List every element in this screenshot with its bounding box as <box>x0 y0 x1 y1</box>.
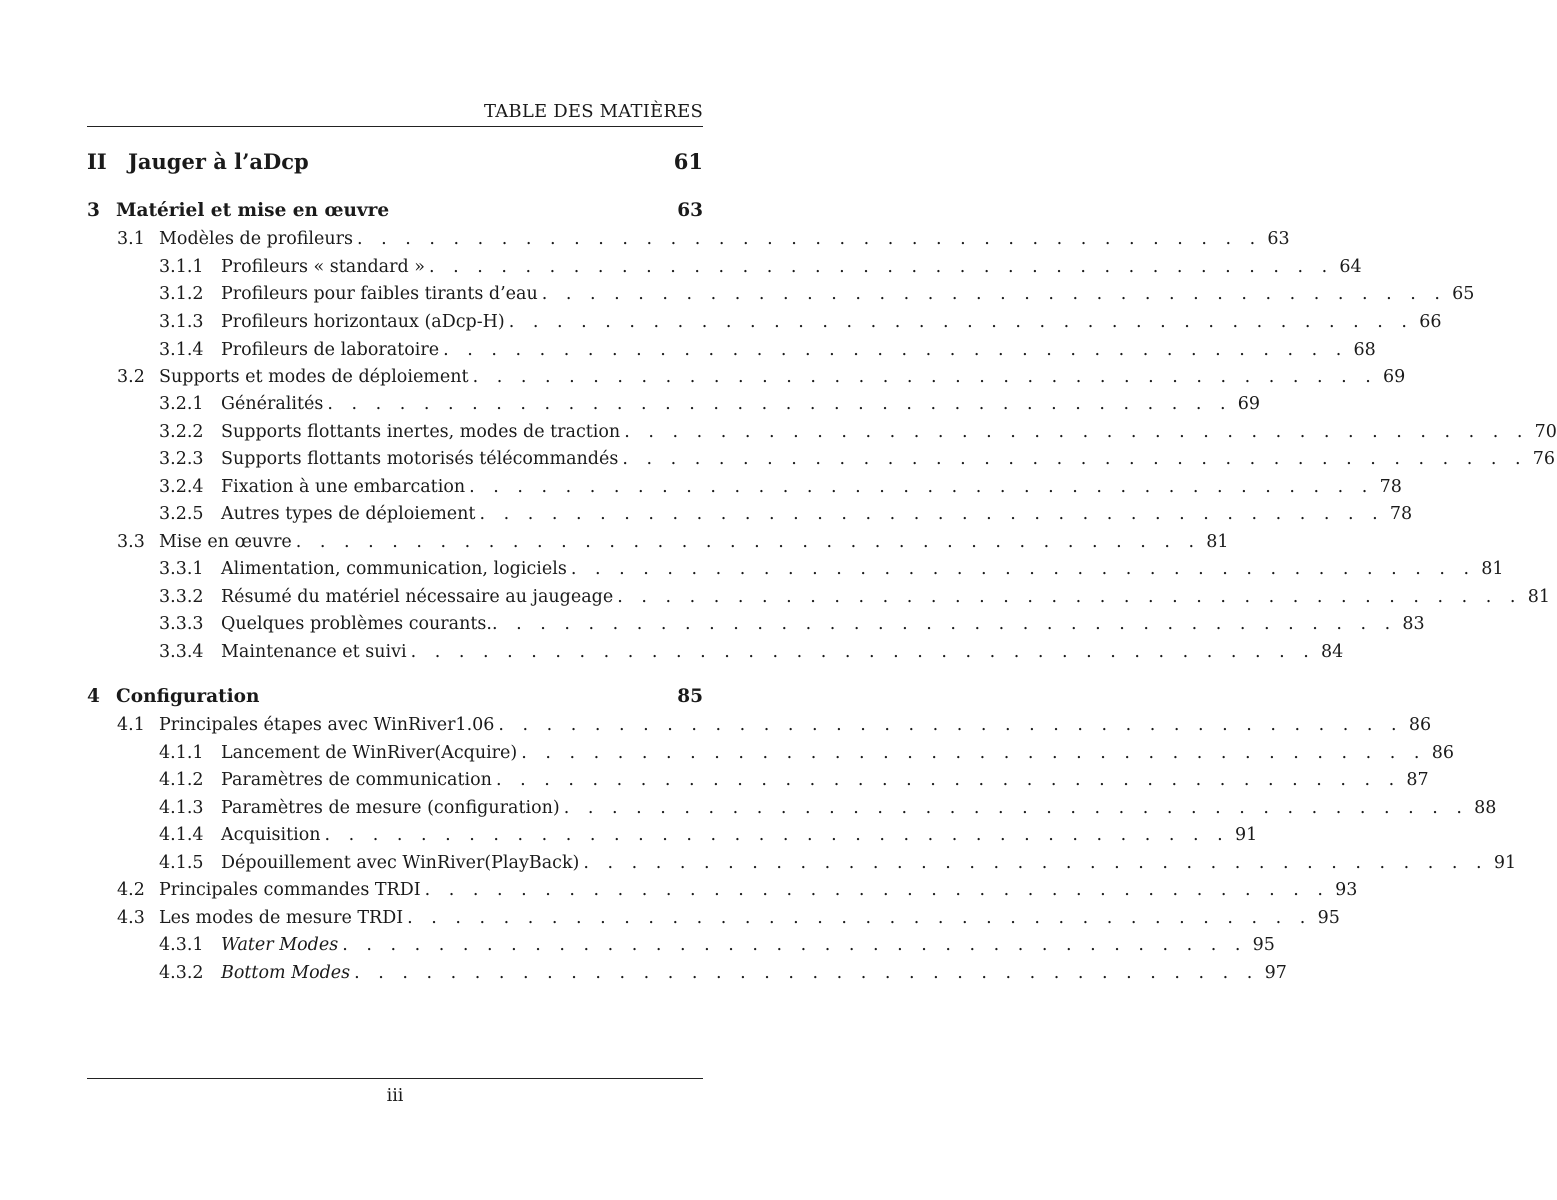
dot-leader: . . . . . . . . . . . . . . . . . . . . . . . . . . . . . . . . . . . . . . <box>583 853 1489 873</box>
subsection-page: 70 <box>1534 422 1557 442</box>
section-title: Principales étapes avec WinRiver1.06 <box>159 715 495 735</box>
dot-leader: . . . . . . . . . . . . . . . . . . . . . . . . . . . . . . . . . . . . . . <box>563 798 1469 818</box>
subsection-title: Paramètres de mesure (configuration) <box>221 798 560 818</box>
subsection-title: Bottom Modes <box>221 963 351 983</box>
section-page: 86 <box>1408 715 1432 735</box>
subsection-title: Lancement de WinRiver(Acquire) <box>221 743 518 763</box>
subsection-number: 3.2.3 <box>159 449 204 469</box>
section-number: 4.2 <box>117 880 145 900</box>
subsection-page: 68 <box>1353 340 1376 360</box>
toc-subsection-3-1-3[interactable] <box>87 309 1442 335</box>
subsection-page: 84 <box>1321 642 1344 662</box>
chapter-number: 4 <box>87 686 100 707</box>
dot-leader: . . . . . . . . . . . . . . . . . . . . . . . . . . . . . . . . . . . . . . <box>617 587 1522 607</box>
section-page: 81 <box>1206 532 1229 552</box>
subsection-number: 3.1.4 <box>159 340 204 360</box>
section-title: Modèles de profileurs <box>159 229 353 249</box>
subsection-number: 4.1.3 <box>159 798 204 818</box>
toc-chapter-4[interactable] <box>87 684 703 710</box>
page-number: iii <box>386 1086 404 1106</box>
dot-leader: . . . . . . . . . . . . . . . . . . . . . . . . . . . . . . . . . . . . . . <box>622 449 1528 469</box>
toc-subsection-3-3-4[interactable] <box>87 639 1344 665</box>
subsection-title: Profileurs « standard » <box>221 257 425 277</box>
subsection-title: Fixation à une embarcation <box>221 477 466 497</box>
dot-leader: . . . . . . . . . . . . . . . . . . . . . . . . . . . . . . . . . . . . . . <box>354 963 1259 983</box>
dot-leader: . . . . . . . . . . . . . . . . . . . . . . . . . . . . . . . . . . . . . . <box>495 770 1401 790</box>
toc-subsection-3-3-3[interactable] <box>87 611 1425 637</box>
dot-leader: . . . . . . . . . . . . . . . . . . . . . . . . . . . . . . . . . . . . . . <box>324 825 1230 845</box>
subsection-page: 83 <box>1402 614 1425 634</box>
subsection-title: Profileurs horizontaux (aDcp-H) <box>221 312 505 332</box>
section-page: 69 <box>1383 367 1406 387</box>
dot-leader: . . . . . . . . . . . . . . . . . . . . . . . . . . . . . . . . . . . . . . <box>491 614 1397 634</box>
dot-leader: . . . . . . . . . . . . . . . . . . . . . . . . . . . . . . . . . . . . . . <box>327 394 1233 414</box>
dot-leader: . . . . . . . . . . . . . . . . . . . . . . . . . . . . . . . . . . . . . . <box>443 340 1348 360</box>
chapter-title: Matériel et mise en œuvre <box>116 200 390 221</box>
subsection-number: 3.3.4 <box>159 642 204 662</box>
subsection-title: Alimentation, communication, logiciels <box>221 559 567 579</box>
subsection-page: 78 <box>1379 477 1402 497</box>
subsection-title: Dépouillement avec WinRiver(PlayBack) <box>221 853 580 873</box>
dot-leader: . . . . . . . . . . . . . . . . . . . . . . . . . . . . . . . . . . . . . . <box>508 312 1414 332</box>
subsection-page: 65 <box>1452 284 1475 304</box>
dot-leader: . . . . . . . . . . . . . . . . . . . . . . . . . . . . . . . . . . . . . . <box>407 908 1312 928</box>
dot-leader: . . . . . . . . . . . . . . . . . . . . . . . . . . . . . . . . . . . . . . <box>410 642 1316 662</box>
dot-leader: . . . . . . . . . . . . . . . . . . . . . . . . . . . . . . . . . . . . . . <box>424 880 1330 900</box>
toc-chapter-3[interactable] <box>87 198 703 224</box>
subsection-page: 88 <box>1474 798 1497 818</box>
subsection-number: 3.2.4 <box>159 477 204 497</box>
subsection-number: 4.3.2 <box>159 963 204 983</box>
dot-leader: . . . . . . . . . . . . . . . . . . . . . . . . . . . . . . . . . . . . . . <box>570 559 1476 579</box>
toc-section-3-3[interactable] <box>87 529 1229 555</box>
section-title: Supports et modes de déploiement <box>159 367 469 387</box>
subsection-page: 87 <box>1406 770 1429 790</box>
subsection-number: 3.1.3 <box>159 312 204 332</box>
section-number: 3.3 <box>117 532 145 552</box>
subsection-number: 4.1.4 <box>159 825 204 845</box>
toc-section-4-1[interactable] <box>87 712 1432 738</box>
toc-section-4-3[interactable] <box>87 905 1340 931</box>
section-page: 63 <box>1267 229 1290 249</box>
chapter-title: Configuration <box>116 686 260 707</box>
section-number: 4.1 <box>117 715 145 735</box>
toc-subsection-4-1-4[interactable] <box>87 822 1258 848</box>
toc-section-3-2[interactable] <box>87 364 1406 390</box>
part-title: Jauger à l’aDcp <box>128 149 309 174</box>
toc-subsection-3-2-3[interactable] <box>87 446 1556 472</box>
subsection-title: Généralités <box>221 394 324 414</box>
subsection-title: Profileurs pour faibles tirants d’eau <box>221 284 538 304</box>
toc-subsection-4-1-5[interactable] <box>87 850 1517 876</box>
section-page: 95 <box>1317 908 1340 928</box>
subsection-number: 3.1.1 <box>159 257 204 277</box>
toc-subsection-4-1-1[interactable] <box>87 740 1454 766</box>
toc-subsection-3-1-4[interactable] <box>87 337 1376 363</box>
toc-section-4-2[interactable] <box>87 877 1358 903</box>
section-title: Mise en œuvre <box>159 532 292 552</box>
subsection-page: 91 <box>1234 825 1258 845</box>
dot-leader: . . . . . . . . . . . . . . . . . . . . . . . . . . . . . . . . . . . . . . <box>356 229 1262 249</box>
subsection-number: 3.3.2 <box>159 587 204 607</box>
subsection-title: Water Modes <box>221 935 339 955</box>
subsection-page: 91 <box>1493 853 1517 873</box>
dot-leader: . . . . . . . . . . . . . . . . . . . . . . . . . . . . . . . . . . . . . . <box>479 504 1385 524</box>
subsection-title: Supports flottants inertes, modes de traction <box>221 422 621 442</box>
subsection-title: Paramètres de communication <box>221 770 492 790</box>
dot-leader: . . . . . . . . . . . . . . . . . . . . . . . . . . . . . . . . . . . . . . <box>342 935 1247 955</box>
subsection-page: 64 <box>1339 257 1362 277</box>
toc-subsection-3-2-5[interactable] <box>87 501 1413 527</box>
subsection-number: 3.3.3 <box>159 614 204 634</box>
toc-subsection-4-1-3[interactable] <box>87 795 1497 821</box>
dot-leader: . . . . . . . . . . . . . . . . . . . . . . . . . . . . . . . . . . . . . . <box>624 422 1529 442</box>
subsection-number: 4.1.2 <box>159 770 204 790</box>
subsection-page: 86 <box>1431 743 1454 763</box>
section-number: 4.3 <box>117 908 145 928</box>
subsection-page: 97 <box>1264 963 1287 983</box>
toc-subsection-3-2-1[interactable] <box>87 391 1261 417</box>
dot-leader: . . . . . . . . . . . . . . . . . . . . . . . . . . . . . . . . . . . . . . <box>521 743 1426 763</box>
subsection-page: 69 <box>1237 394 1261 414</box>
subsection-number: 3.1.2 <box>159 284 204 304</box>
toc-subsection-3-3-1[interactable] <box>87 556 1504 582</box>
dot-leader: . . . . . . . . . . . . . . . . . . . . . . . . . . . . . . . . . . . . . . <box>541 284 1447 304</box>
chapter-page: 63 <box>677 200 703 221</box>
subsection-page: 78 <box>1389 504 1413 524</box>
subsection-number: 3.2.5 <box>159 504 204 524</box>
dot-leader: . . . . . . . . . . . . . . . . . . . . . . . . . . . . . . . . . . . . . . <box>295 532 1201 552</box>
part-page: 61 <box>673 149 703 174</box>
subsection-title: Maintenance et suivi <box>221 642 407 662</box>
subsection-page: 95 <box>1252 935 1275 955</box>
subsection-title: Profileurs de laboratoire <box>221 340 440 360</box>
toc-section-3-1[interactable] <box>87 226 1290 252</box>
toc-subsection-3-1-1[interactable] <box>87 254 1362 280</box>
part-number: II <box>87 149 107 174</box>
subsection-title: Résumé du matériel nécessaire au jaugeage <box>221 587 614 607</box>
dot-leader: . . . . . . . . . . . . . . . . . . . . . . . . . . . . . . . . . . . . . . <box>428 257 1334 277</box>
subsection-number: 3.3.1 <box>159 559 204 579</box>
toc-subsection-4-3-2[interactable] <box>87 960 1287 986</box>
section-page: 93 <box>1335 880 1358 900</box>
section-title: Principales commandes TRDI <box>159 880 421 900</box>
footer-rule <box>87 1078 703 1079</box>
subsection-page: 76 <box>1532 449 1556 469</box>
subsection-number: 4.1.5 <box>159 853 204 873</box>
toc-subsection-3-3-2[interactable] <box>87 584 1550 610</box>
subsection-number: 3.2.2 <box>159 422 204 442</box>
toc-subsection-4-1-2[interactable] <box>87 767 1429 793</box>
subsection-number: 4.3.1 <box>159 935 204 955</box>
section-number: 3.2 <box>117 367 145 387</box>
running-head: TABLE DES MATIÈRES <box>483 101 703 122</box>
toc-subsection-3-2-2[interactable] <box>87 419 1557 445</box>
subsection-number: 3.2.1 <box>159 394 204 414</box>
subsection-title: Autres types de déploiement <box>221 504 476 524</box>
subsection-page: 66 <box>1419 312 1442 332</box>
chapter-number: 3 <box>87 200 100 221</box>
part-heading <box>87 149 703 174</box>
subsection-page: 81 <box>1527 587 1550 607</box>
subsection-title: Quelques problèmes courants. <box>221 614 492 634</box>
section-title: Les modes de mesure TRDI <box>159 908 404 928</box>
section-number: 3.1 <box>117 229 145 249</box>
chapter-page: 85 <box>677 686 703 707</box>
toc-subsection-4-3-1[interactable] <box>87 932 1275 958</box>
subsection-title: Supports flottants motorisés télécommandés <box>221 449 619 469</box>
dot-leader: . . . . . . . . . . . . . . . . . . . . . . . . . . . . . . . . . . . . . . <box>472 367 1378 387</box>
dot-leader: . . . . . . . . . . . . . . . . . . . . . . . . . . . . . . . . . . . . . . <box>498 715 1404 735</box>
subsection-number: 4.1.1 <box>159 743 204 763</box>
toc-subsection-3-2-4[interactable] <box>87 474 1402 500</box>
header-rule <box>87 126 703 127</box>
subsection-title: Acquisition <box>221 825 321 845</box>
dot-leader: . . . . . . . . . . . . . . . . . . . . . . . . . . . . . . . . . . . . . . <box>469 477 1374 497</box>
toc-subsection-3-1-2[interactable] <box>87 281 1475 307</box>
subsection-page: 81 <box>1481 559 1504 579</box>
